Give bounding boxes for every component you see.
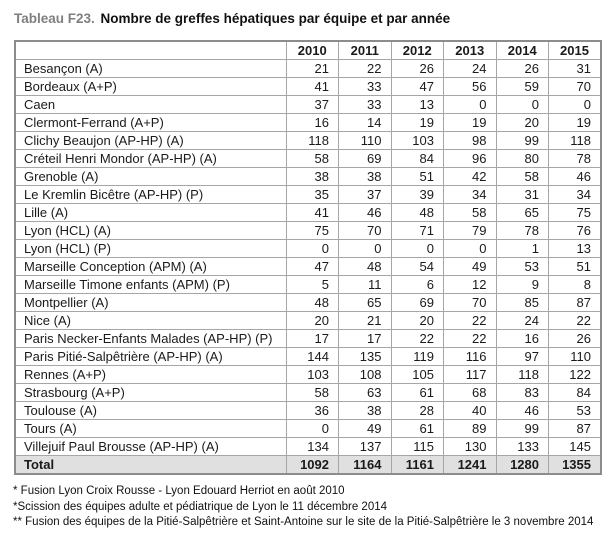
value-cell: 5 <box>286 276 339 294</box>
team-label: Créteil Henri Mondor (AP-HP) (A) <box>15 150 286 168</box>
value-cell: 46 <box>549 168 602 186</box>
value-cell: 53 <box>496 258 549 276</box>
value-cell: 21 <box>339 312 392 330</box>
value-cell: 0 <box>286 420 339 438</box>
value-cell: 20 <box>496 114 549 132</box>
value-cell: 65 <box>339 294 392 312</box>
table-row <box>15 294 601 312</box>
value-cell: 145 <box>549 438 602 456</box>
value-cell: 19 <box>549 114 602 132</box>
value-cell: 12 <box>444 276 497 294</box>
team-label: Grenoble (A) <box>15 168 286 186</box>
total-value-cell: 1092 <box>286 456 339 475</box>
value-cell: 13 <box>391 96 444 114</box>
team-label: Marseille Conception (APM) (A) <box>15 258 286 276</box>
team-label: Strasbourg (A+P) <box>15 384 286 402</box>
value-cell: 103 <box>391 132 444 150</box>
value-cell: 58 <box>444 204 497 222</box>
table-body <box>15 60 601 456</box>
value-cell: 84 <box>549 384 602 402</box>
value-cell: 31 <box>549 60 602 78</box>
value-cell: 58 <box>286 150 339 168</box>
year-header-row <box>15 41 601 60</box>
value-cell: 75 <box>549 204 602 222</box>
table-row <box>15 240 601 258</box>
value-cell: 42 <box>444 168 497 186</box>
value-cell: 48 <box>286 294 339 312</box>
value-cell: 17 <box>339 330 392 348</box>
value-cell: 110 <box>549 348 602 366</box>
value-cell: 48 <box>391 204 444 222</box>
value-cell: 33 <box>339 96 392 114</box>
table-caption: Nombre de greffes hépatiques par équipe et par année <box>100 11 451 26</box>
value-cell: 56 <box>444 78 497 96</box>
value-cell: 11 <box>339 276 392 294</box>
value-cell: 118 <box>496 366 549 384</box>
footnote-2: *Scission des équipes adulte et pédiatrique de Lyon le 11 décembre 2014 <box>13 500 388 513</box>
value-cell: 9 <box>496 276 549 294</box>
value-cell: 49 <box>339 420 392 438</box>
value-cell: 58 <box>496 168 549 186</box>
value-cell: 99 <box>496 132 549 150</box>
value-cell: 39 <box>391 186 444 204</box>
value-cell: 122 <box>549 366 602 384</box>
table-row <box>15 330 601 348</box>
table-row <box>15 186 601 204</box>
team-label: Lyon (HCL) (A) <box>15 222 286 240</box>
value-cell: 31 <box>496 186 549 204</box>
value-cell: 6 <box>391 276 444 294</box>
year-header: 2011 <box>339 41 392 60</box>
value-cell: 71 <box>391 222 444 240</box>
value-cell: 33 <box>339 78 392 96</box>
value-cell: 137 <box>339 438 392 456</box>
total-value-cell: 1280 <box>496 456 549 475</box>
footnote-3: ** Fusion des équipes de la Pitié-Salpêtrière et Saint-Antoine sur le site de la Pitié-Salpêtrière le 3 novembre 2014 <box>13 516 594 528</box>
total-value-cell: 1164 <box>339 456 392 475</box>
value-cell: 41 <box>286 78 339 96</box>
value-cell: 0 <box>444 240 497 258</box>
value-cell: 38 <box>339 402 392 420</box>
value-cell: 118 <box>286 132 339 150</box>
table-row <box>15 312 601 330</box>
value-cell: 103 <box>286 366 339 384</box>
value-cell: 26 <box>496 60 549 78</box>
value-cell: 61 <box>391 420 444 438</box>
year-header: 2015 <box>549 41 602 60</box>
table-row <box>15 60 601 78</box>
team-label: Tours (A) <box>15 420 286 438</box>
value-cell: 22 <box>444 330 497 348</box>
team-label: Paris Necker-Enfants Malades (AP-HP) (P) <box>15 330 286 348</box>
value-cell: 83 <box>496 384 549 402</box>
value-cell: 134 <box>286 438 339 456</box>
value-cell: 46 <box>496 402 549 420</box>
footnotes <box>13 484 593 531</box>
team-label: Clichy Beaujon (AP-HP) (A) <box>15 132 286 150</box>
value-cell: 34 <box>444 186 497 204</box>
value-cell: 79 <box>444 222 497 240</box>
value-cell: 105 <box>391 366 444 384</box>
value-cell: 51 <box>549 258 602 276</box>
team-label: Nice (A) <box>15 312 286 330</box>
team-label: Lille (A) <box>15 204 286 222</box>
value-cell: 1 <box>496 240 549 258</box>
total-value-cell: 1241 <box>444 456 497 475</box>
team-label: Toulouse (A) <box>15 402 286 420</box>
value-cell: 96 <box>444 150 497 168</box>
value-cell: 37 <box>339 186 392 204</box>
value-cell: 54 <box>391 258 444 276</box>
value-cell: 26 <box>391 60 444 78</box>
value-cell: 16 <box>496 330 549 348</box>
value-cell: 97 <box>496 348 549 366</box>
value-cell: 0 <box>286 240 339 258</box>
team-label: Marseille Timone enfants (APM) (P) <box>15 276 286 294</box>
team-label: Clermont-Ferrand (A+P) <box>15 114 286 132</box>
value-cell: 38 <box>339 168 392 186</box>
team-label: Bordeaux (A+P) <box>15 78 286 96</box>
greffes-table <box>14 40 602 475</box>
total-value-cell: 1161 <box>391 456 444 475</box>
team-label: Besançon (A) <box>15 60 286 78</box>
table-row <box>15 438 601 456</box>
value-cell: 144 <box>286 348 339 366</box>
value-cell: 78 <box>549 150 602 168</box>
value-cell: 53 <box>549 402 602 420</box>
value-cell: 68 <box>444 384 497 402</box>
value-cell: 0 <box>391 240 444 258</box>
team-label: Montpellier (A) <box>15 294 286 312</box>
value-cell: 117 <box>444 366 497 384</box>
value-cell: 41 <box>286 204 339 222</box>
value-cell: 115 <box>391 438 444 456</box>
value-cell: 46 <box>339 204 392 222</box>
value-cell: 69 <box>391 294 444 312</box>
value-cell: 47 <box>391 78 444 96</box>
table-row <box>15 384 601 402</box>
value-cell: 87 <box>549 420 602 438</box>
total-value-cell: 1355 <box>549 456 602 475</box>
value-cell: 35 <box>286 186 339 204</box>
table-row <box>15 402 601 420</box>
value-cell: 78 <box>496 222 549 240</box>
value-cell: 135 <box>339 348 392 366</box>
value-cell: 19 <box>391 114 444 132</box>
value-cell: 99 <box>496 420 549 438</box>
value-cell: 22 <box>549 312 602 330</box>
value-cell: 51 <box>391 168 444 186</box>
value-cell: 40 <box>444 402 497 420</box>
value-cell: 37 <box>286 96 339 114</box>
value-cell: 110 <box>339 132 392 150</box>
value-cell: 119 <box>391 348 444 366</box>
value-cell: 0 <box>549 96 602 114</box>
value-cell: 58 <box>286 384 339 402</box>
total-row <box>15 456 601 475</box>
value-cell: 22 <box>444 312 497 330</box>
value-cell: 47 <box>286 258 339 276</box>
value-cell: 34 <box>549 186 602 204</box>
team-label: Paris Pitié-Salpêtrière (AP-HP) (A) <box>15 348 286 366</box>
table-row <box>15 204 601 222</box>
value-cell: 87 <box>549 294 602 312</box>
value-cell: 0 <box>339 240 392 258</box>
value-cell: 16 <box>286 114 339 132</box>
value-cell: 8 <box>549 276 602 294</box>
table-row <box>15 150 601 168</box>
value-cell: 14 <box>339 114 392 132</box>
value-cell: 22 <box>339 60 392 78</box>
table-row <box>15 420 601 438</box>
table-row <box>15 96 601 114</box>
value-cell: 13 <box>549 240 602 258</box>
team-label: Caen <box>15 96 286 114</box>
team-label: Villejuif Paul Brousse (AP-HP) (A) <box>15 438 286 456</box>
value-cell: 59 <box>496 78 549 96</box>
footnote-1: * Fusion Lyon Croix Rousse - Lyon Edouard Herriot en août 2010 <box>13 485 345 497</box>
value-cell: 133 <box>496 438 549 456</box>
value-cell: 21 <box>286 60 339 78</box>
value-cell: 65 <box>496 204 549 222</box>
table-row <box>15 348 601 366</box>
value-cell: 76 <box>549 222 602 240</box>
table-row <box>15 276 601 294</box>
total-label: Total <box>15 456 286 475</box>
value-cell: 70 <box>444 294 497 312</box>
value-cell: 48 <box>339 258 392 276</box>
team-label: Lyon (HCL) (P) <box>15 240 286 258</box>
value-cell: 80 <box>496 150 549 168</box>
value-cell: 20 <box>391 312 444 330</box>
value-cell: 17 <box>286 330 339 348</box>
value-cell: 85 <box>496 294 549 312</box>
year-header: 2014 <box>496 41 549 60</box>
value-cell: 0 <box>444 96 497 114</box>
value-cell: 63 <box>339 384 392 402</box>
value-cell: 61 <box>391 384 444 402</box>
table-row <box>15 366 601 384</box>
team-label: Le Kremlin Bicêtre (AP-HP) (P) <box>15 186 286 204</box>
team-label: Rennes (A+P) <box>15 366 286 384</box>
table-row <box>15 78 601 96</box>
value-cell: 98 <box>444 132 497 150</box>
value-cell: 24 <box>496 312 549 330</box>
value-cell: 130 <box>444 438 497 456</box>
value-cell: 26 <box>549 330 602 348</box>
year-header: 2012 <box>391 41 444 60</box>
value-cell: 36 <box>286 402 339 420</box>
table-title <box>14 10 450 27</box>
value-cell: 70 <box>339 222 392 240</box>
value-cell: 0 <box>496 96 549 114</box>
value-cell: 84 <box>391 150 444 168</box>
corner-cell <box>15 41 286 60</box>
year-header: 2013 <box>444 41 497 60</box>
value-cell: 22 <box>391 330 444 348</box>
value-cell: 118 <box>549 132 602 150</box>
value-cell: 19 <box>444 114 497 132</box>
value-cell: 108 <box>339 366 392 384</box>
value-cell: 28 <box>391 402 444 420</box>
year-header: 2010 <box>286 41 339 60</box>
value-cell: 69 <box>339 150 392 168</box>
table-row <box>15 168 601 186</box>
table-row <box>15 114 601 132</box>
value-cell: 75 <box>286 222 339 240</box>
table-number: Tableau F23. <box>14 11 95 26</box>
value-cell: 49 <box>444 258 497 276</box>
table-row <box>15 222 601 240</box>
value-cell: 24 <box>444 60 497 78</box>
value-cell: 70 <box>549 78 602 96</box>
value-cell: 20 <box>286 312 339 330</box>
value-cell: 116 <box>444 348 497 366</box>
table-row <box>15 132 601 150</box>
value-cell: 89 <box>444 420 497 438</box>
value-cell: 38 <box>286 168 339 186</box>
table-row <box>15 258 601 276</box>
